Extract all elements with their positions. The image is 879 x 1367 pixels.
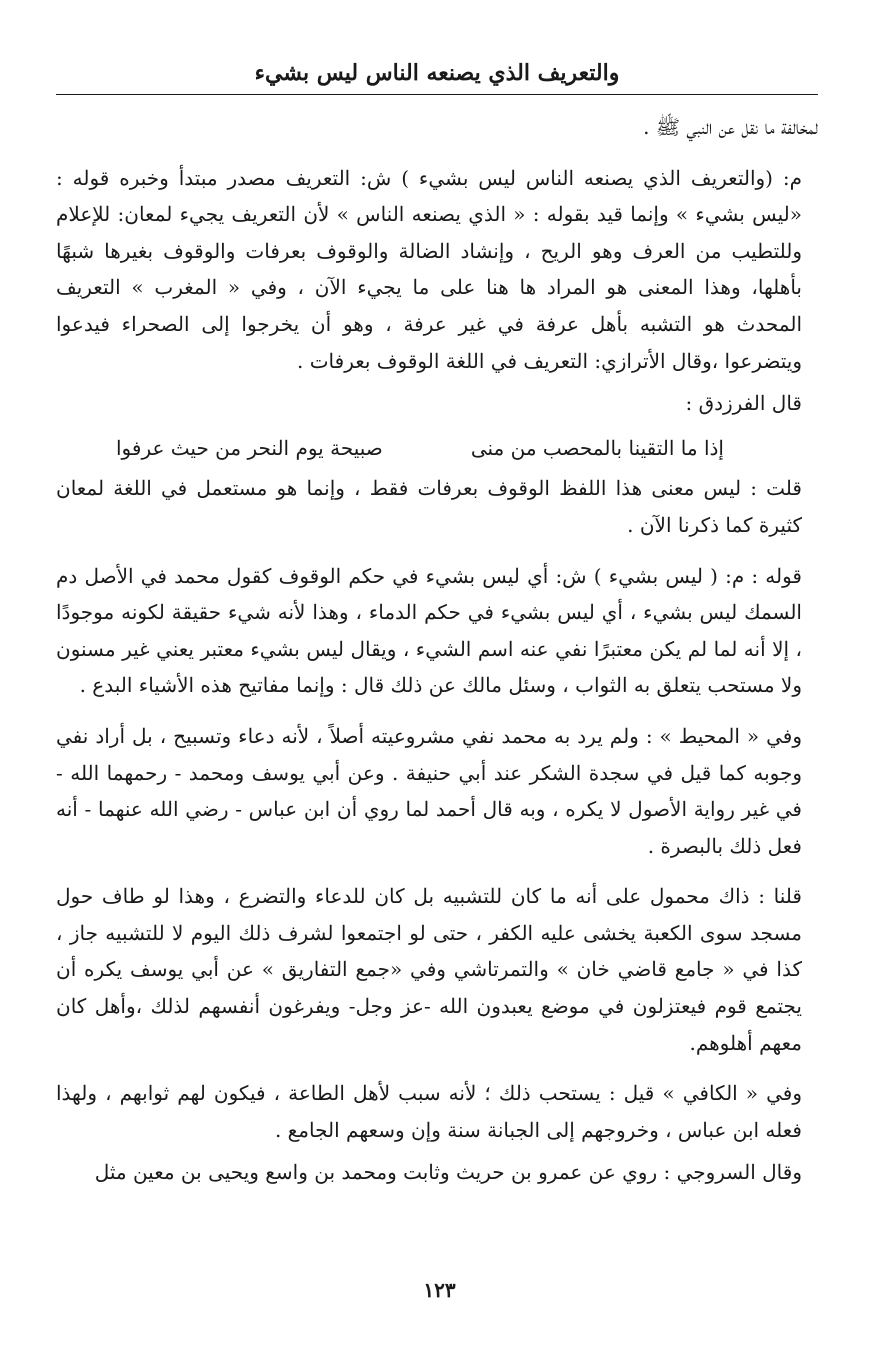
paragraph: قلت : ليس معنى هذا اللفظ الوقوف بعرفات فقط ، وإنما هو مستعمل في اللغة لمعان كثيرة كما ذكرنا الآن . — [56, 476, 802, 537]
poem-verse — [56, 430, 818, 467]
paragraph: وفي « المحيط » : ولم يرد به محمد نفي مشروعيته أصلاً ، لأنه دعاء وتسبيح ، بل أراد نفي وجوبه كما قيل في سجدة الشكر عند أبي حنيفة . وعن أبي يوسف ومحمد - رحمهما الله - في غير رواية الأصول لا يكره ، وبه قال أحمد لما روي أن ابن عباس - رضي الله عنهما - أنه فعل ذلك بالبصرة . — [56, 723, 802, 858]
page-number: ١٢٣ — [423, 1278, 456, 1302]
paragraph: وفي « الكافي » قيل : يستحب ذلك ؛ لأنه سبب لأهل الطاعة ، فيكون لهم ثوابهم ، ولهذا فعله ابن عباس ، وخروجهم إلى الجبانة سنة وإن وسعهم الجامع . — [56, 1081, 802, 1142]
poem-first-hemistich: إذا ما التقينا بالمحصب من منى — [470, 435, 724, 460]
paragraph-poet-intro: قال الفرزدق : — [685, 391, 802, 416]
paragraph: وقال السروجي : روي عن عمرو بن حريث وثابت ومحمد بن واسع ويحيى بن معين مثل — [94, 1160, 802, 1185]
paragraph-continuation: لمخالفة ما نقل عن النبي ﷺ . — [643, 115, 818, 139]
paragraph: قوله : م: ( ليس بشيء ) ش: أي ليس بشيء في حكم الوقوف كقول محمد في الأصل دم السمك ليس بشيء ، أي ليس بشيء في حكم الدماء ، وهذا لأنه شيء حقيقة لكونه موجودًا ، إلا أنه لما لم يكن معتبرًا نفي عنه اسم الشيء ، ويقال ليس بشيء معتبر يعني غير مسنون ولا مستحب يتعلق به الثواب ، وسئل مالك عن ذلك قال : وإنما مفاتيح هذه الأشياء البدع . — [56, 563, 802, 698]
running-title: والتعريف الذي يصنعه الناس ليس بشيء — [56, 56, 818, 95]
poem-second-hemistich: صبيحة يوم النحر من حيث عرفوا — [116, 435, 383, 460]
book-page — [56, 56, 818, 1191]
paragraph: م: (والتعريف الذي يصنعه الناس ليس بشيء ) ش: التعريف مصدر مبتدأ وخبره قوله : «ليس بشيء » وإنما قيد بقوله : « الذي يصنعه الناس » لأن التعريف يجيء لمعان: للإعلام وللتطيب من العرف وهو الريح ، وإنشاد الضالة والوقوف بعرفات والوقوف بغيرها شبهًا بأهلها، وهذا المعنى هو المراد ها هنا على ما يجيء الآن ، وفي « المغرب » التعريف المحدث هو التشبه بأهل عرفة في غير عرفة ، وهو أن يخرجوا إلى الصحراء فيدعوا ويتضرعوا ،وقال الأترازي: التعريف في اللغة الوقوف بعرفات . — [56, 165, 802, 373]
paragraph: قلنا : ذاك محمول على أنه ما كان للتشبيه بل كان للدعاء والتضرع ، وهذا لو طاف حول مسجد سوى الكعبة يخشى عليه الكفر ، حتى لو اجتمعوا لشرف ذلك اليوم لا للتشبيه جاز ، كذا في « جامع قاضي خان » والتمرتاشي وفي «جمع التفاريق » عن أبي يوسف يكره أن يجتمع قوم فيعتزلون في موضع يعبدون الله -عز وجل- ويفرغون أنفسهم لذلك ،وأهل كان معهم أهلوهم. — [56, 884, 802, 1055]
main-text — [56, 109, 818, 1191]
